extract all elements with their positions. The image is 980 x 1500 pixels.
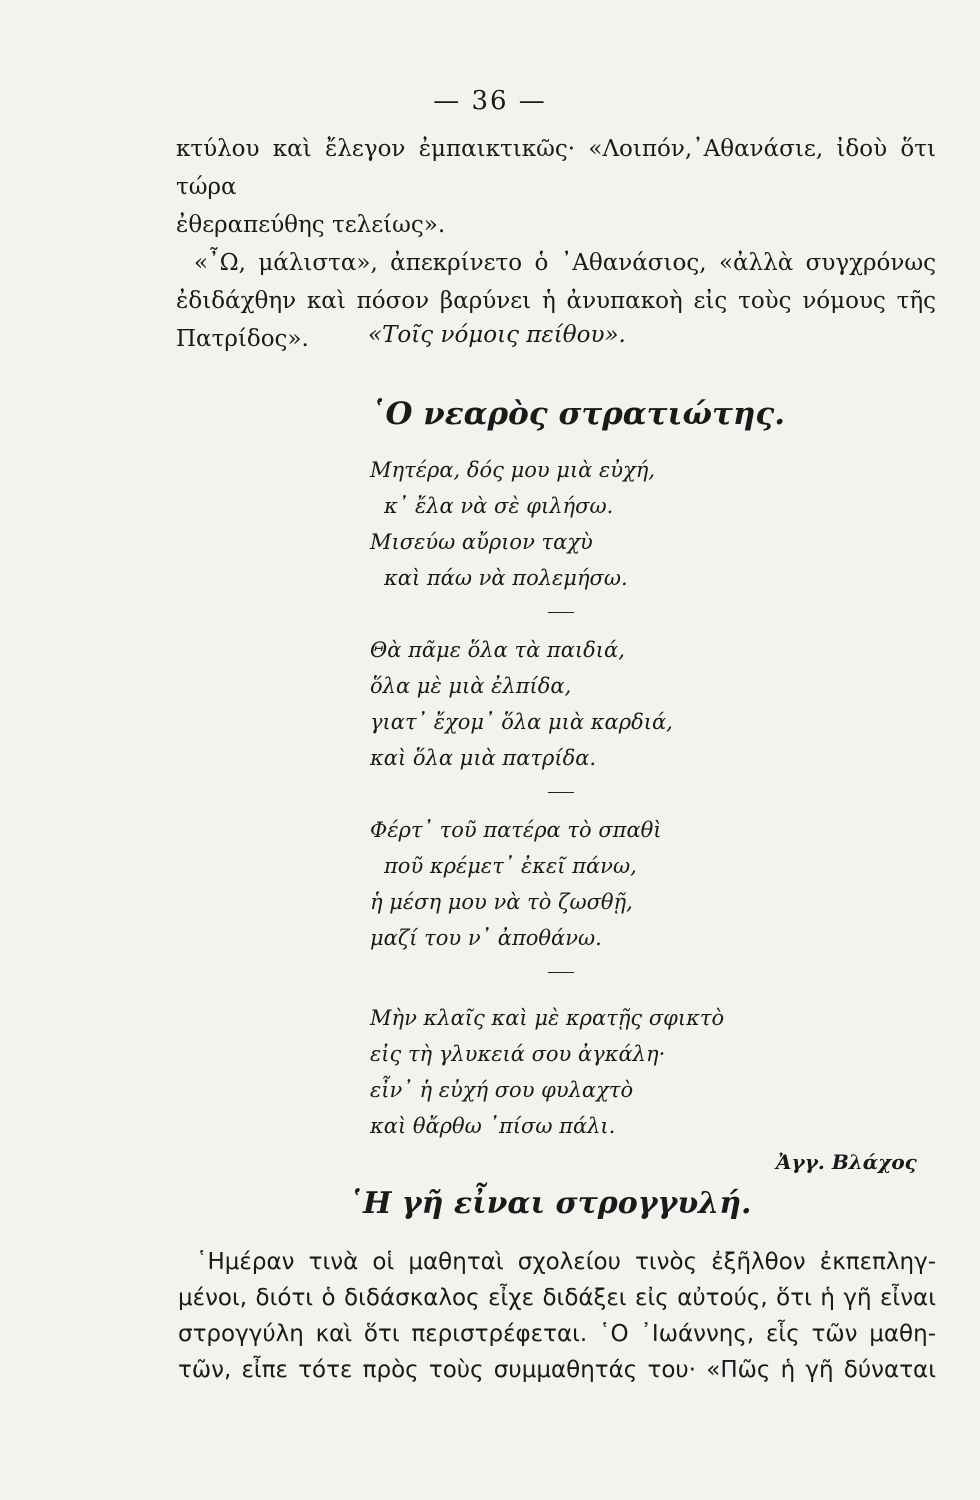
verse-line: μαζί του ν᾿ ἀποθάνω. xyxy=(370,926,602,950)
verse-line: ὅλα μὲ μιὰ ἐλπίδα, xyxy=(370,674,572,698)
stanza-separator xyxy=(548,972,574,973)
stanza-separator xyxy=(548,792,574,793)
verse-line: καὶ ὅλα μιὰ πατρίδα. xyxy=(370,746,597,770)
verse-line: Μισεύω αὔριον ταχὺ xyxy=(370,530,593,554)
poem-author: Ἀγγ. Βλάχος xyxy=(776,1150,917,1174)
verse-line: εἶν᾿ ἡ εὐχή σου φυλαχτὸ xyxy=(370,1078,634,1102)
closing-paragraph xyxy=(178,1244,936,1388)
verse-line: κ᾿ ἔλα νὰ σὲ φιλήσω. xyxy=(384,494,614,518)
text-line: ῾Ημέραν τινὰ οἱ μαθηταὶ σχολείου τινὸς ἐξῆλθον ἐκπεπληγ- xyxy=(196,1249,936,1275)
poem-stanza-4 xyxy=(370,1000,724,1144)
section-title: ῾Η γῆ εἶναι στρογγυλή. xyxy=(348,1186,752,1221)
verse-line: Μητέρα, δός μου μιὰ εὐχή, xyxy=(370,458,656,482)
text-line: στρογγύλη καὶ ὅτι περιστρέφεται. ῾Ο ᾿Ιωάννης, εἷς τῶν μαθη- xyxy=(178,1321,936,1347)
stanza-separator xyxy=(548,612,574,613)
poem-title: ῾Ο νεαρὸς στρατιώτης. xyxy=(370,396,786,432)
page-number: — 36 — xyxy=(433,86,547,116)
verse-line: καὶ θἄρθω ᾿πίσω πάλι. xyxy=(370,1114,616,1138)
poem-stanza-3 xyxy=(370,812,662,956)
text-line: μένοι, διότι ὁ διδάσκαλος εἶχε διδάξει εἰς αὐτούς, ὅτι ἡ γῆ εἶναι xyxy=(178,1285,936,1311)
text-line: ἐθεραπεύθης τελείως». xyxy=(176,212,446,238)
verse-line: ἡ μέση μου νὰ τὸ ζωσθῇ, xyxy=(370,890,633,914)
text-line: Πατρίδος». xyxy=(176,326,309,352)
text-line: ἐδιδάχθην καὶ πόσον βαρύνει ἡ ἀνυπακοὴ εἰς τοὺς νόμους τῆς xyxy=(176,288,936,314)
motto: «Τοῖς νόμοις πείθου». xyxy=(368,322,626,348)
verse-line: εἰς τὴ γλυκειά σου ἀγκάλη· xyxy=(370,1042,666,1066)
text-line: «῏Ω, μάλιστα», ἀπεκρίνετο ὁ ᾿Αθανάσιος, «ἀλλὰ συγχρόνως xyxy=(194,250,936,276)
poem-stanza-1 xyxy=(370,452,655,596)
text-line: τῶν, εἶπε τότε πρὸς τοὺς συμμαθητάς του· «Πῶς ἡ γῆ δύναται xyxy=(178,1357,936,1383)
verse-line: ποῦ κρέμετ᾿ ἐκεῖ πάνω, xyxy=(384,854,637,878)
poem-stanza-2 xyxy=(370,632,673,776)
text-line: κτύλου καὶ ἔλεγον ἐμπαικτικῶς· «Λοιπόν,᾿Αθανάσιε, ἰδοὺ ὅτι τώρα xyxy=(176,136,936,200)
verse-line: καὶ πάω νὰ πολεμήσω. xyxy=(384,566,628,590)
verse-line: Φέρτ᾿ τοῦ πατέρα τὸ σπαθὶ xyxy=(370,818,662,842)
verse-line: Μὴν κλαῖς καὶ μὲ κρατῇς σφικτὸ xyxy=(370,1006,725,1030)
verse-line: γιατ᾿ ἔχομ᾿ ὅλα μιὰ καρδιά, xyxy=(370,710,673,734)
verse-line: Θὰ πᾶμε ὅλα τὰ παιδιά, xyxy=(370,638,625,662)
